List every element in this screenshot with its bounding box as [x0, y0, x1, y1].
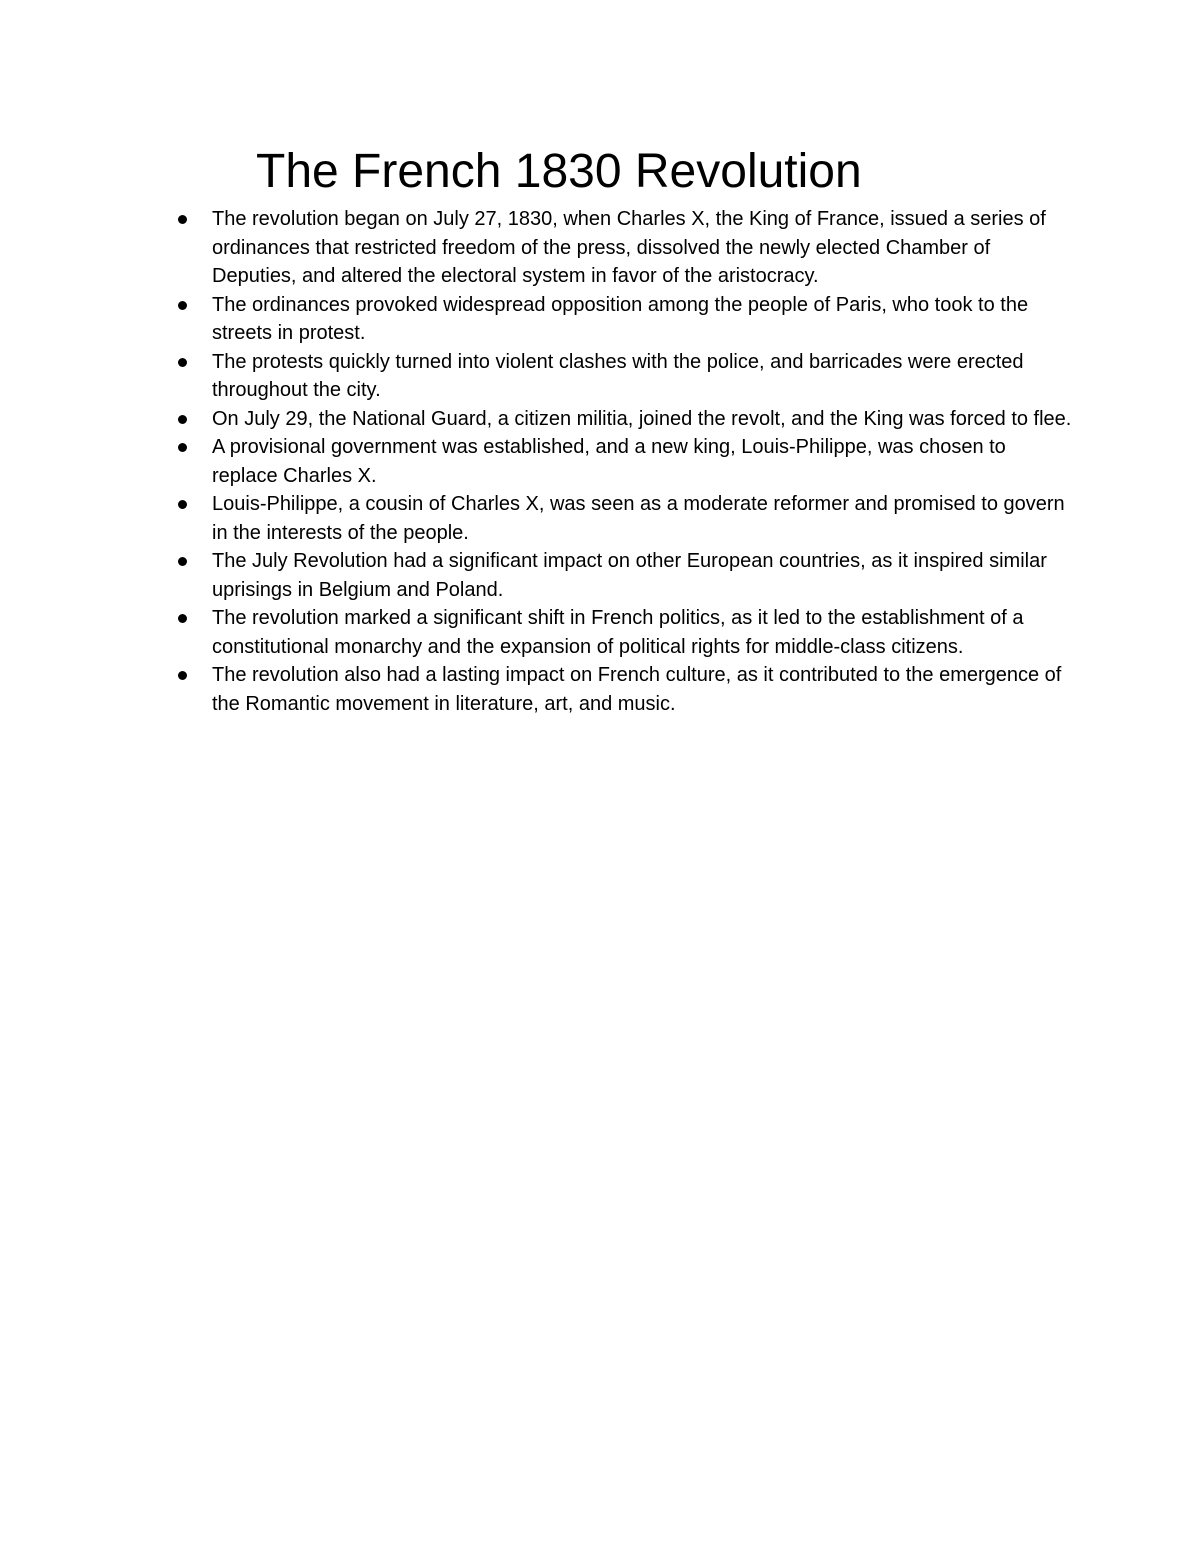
bullet-icon [178, 500, 187, 509]
bullet-item [176, 661, 1076, 718]
bullet-text: The revolution marked a significant shift in French politics, as it led to the establishment of a constitutional monarchy and the expansion of political rights for middle-class citizens. [212, 607, 1024, 658]
bullet-item [176, 547, 1076, 604]
bullet-list [176, 205, 1076, 718]
bullet-item [176, 490, 1076, 547]
bullet-text: The protests quickly turned into violent clashes with the police, and barricades were erected throughout the city. [212, 350, 1024, 401]
bullet-icon [178, 671, 187, 680]
bullet-icon [178, 557, 187, 566]
bullet-item [176, 433, 1076, 490]
bullet-text: The ordinances provoked widespread opposition among the people of Paris, who took to the streets in protest. [212, 293, 1029, 344]
bullet-item [176, 405, 1076, 434]
bullet-icon [178, 443, 187, 452]
bullet-text: Louis-Philippe, a cousin of Charles X, was seen as a moderate reformer and promised to govern in the interests of the people. [212, 493, 1065, 544]
bullet-text: On July 29, the National Guard, a citizen militia, joined the revolt, and the King was forced to flee. [212, 407, 1072, 430]
bullet-text: The revolution also had a lasting impact on French culture, as it contributed to the emergence of the Romantic movement in literature, art, and music. [212, 664, 1062, 715]
bullet-text: The July Revolution had a significant impact on other European countries, as it inspired similar uprisings in Belgium and Poland. [212, 550, 1047, 601]
bullet-item [176, 348, 1076, 405]
bullet-item [176, 291, 1076, 348]
bullet-icon [178, 301, 187, 310]
bullet-icon [178, 358, 187, 367]
bullet-item [176, 205, 1076, 291]
bullet-text: A provisional government was established, and a new king, Louis-Philippe, was chosen to replace Charles X. [212, 436, 1006, 487]
bullet-text: The revolution began on July 27, 1830, when Charles X, the King of France, issued a series of ordinances that restricted freedom of the press, dissolved the newly elected Chamber of Deputies, and altered the electoral system in favor of the aristocracy. [212, 208, 1046, 287]
bullet-icon [178, 215, 187, 224]
document-title: The French 1830 Revolution [256, 145, 862, 198]
bullet-item [176, 604, 1076, 661]
bullet-icon [178, 415, 187, 424]
bullet-icon [178, 614, 187, 623]
